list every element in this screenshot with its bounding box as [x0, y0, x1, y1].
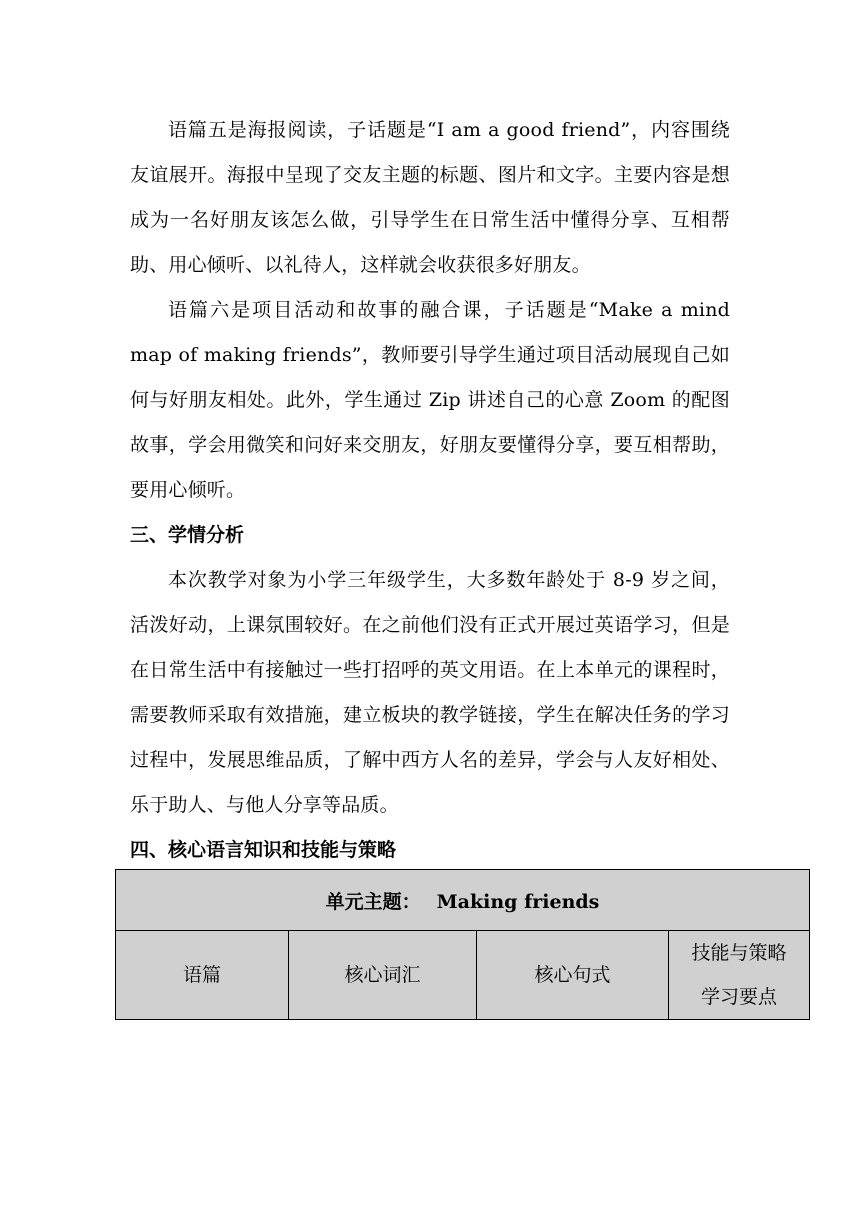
table-header-row	[116, 931, 810, 1020]
column-header-sentences: 核心句式	[477, 931, 669, 1020]
core-knowledge-table	[115, 869, 810, 1020]
section-heading-core-knowledge: 四、核心语言知识和技能与策略	[130, 839, 397, 861]
unit-theme-value: Making friends	[436, 890, 600, 913]
core-knowledge-table-wrapper	[115, 869, 810, 1020]
column-header-text: 语篇	[116, 931, 289, 1020]
unit-theme-label: 单元主题：	[325, 890, 421, 913]
section-heading-learner-analysis: 三、学情分析	[130, 524, 245, 546]
table-title-row	[116, 870, 810, 931]
paragraph-text-six: 语篇六是项目活动和故事的融合课，子话题是“Make a mind map of making friends”，教师要引导学生通过项目活动展现自己如何与好朋友相处。此外，学生通过 Zip 讲述自己的心意 Zoom 的配图故事，学会用微笑和问好来交朋友，好朋友要懂得分享，要互相帮助，要用心倾听。	[130, 299, 730, 501]
column-header-skills-line1: 技能与策略	[691, 942, 787, 964]
paragraph-learner-analysis: 本次教学对象为小学三年级学生，大多数年龄处于 8-9 岁之间，活泼好动，上课氛围较好。在之前他们没有正式开展过英语学习，但是在日常生活中有接触过一些打招呼的英文用语。在上本单元的课程时，需要教师采取有效措施，建立板块的教学链接，学生在解决任务的学习过程中，发展思维品质，了解中西方人名的差异，学会与人友好相处、乐于助人、与他人分享等品质。	[130, 569, 730, 816]
column-header-skills-line2: 学习要点	[700, 986, 777, 1008]
unit-theme-cell	[116, 870, 810, 931]
document-body	[130, 108, 730, 873]
column-header-skills	[669, 931, 810, 1020]
column-header-vocabulary: 核心词汇	[289, 931, 477, 1020]
paragraph-text-five: 语篇五是海报阅读，子话题是“I am a good friend”，内容围绕友谊展开。海报中呈现了交友主题的标题、图片和文字。主要内容是想成为一名好朋友该怎么做，引导学生在日常生活中懂得分享、互相帮助、用心倾听、以礼待人，这样就会收获很多好朋友。	[130, 119, 730, 276]
